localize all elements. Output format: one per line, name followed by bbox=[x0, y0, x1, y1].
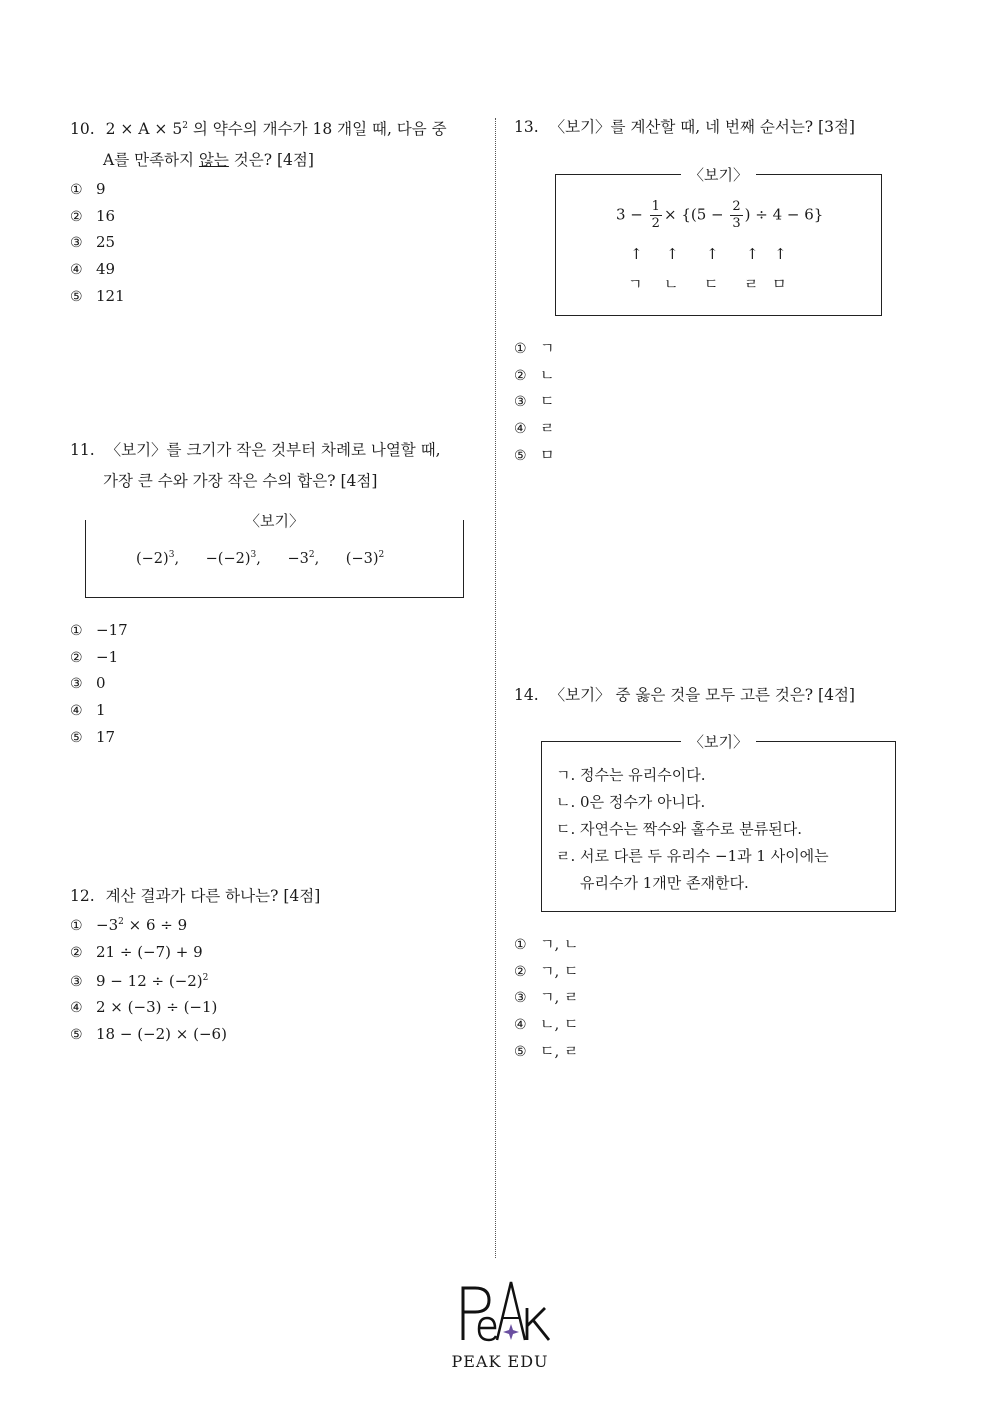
q10-expr: $2 \times A \times 5^2$ 의 약수의 개수가 18 개일 때, 다음 중 bbox=[105, 120, 447, 138]
choice-2[interactable]: ② −1 bbox=[70, 647, 119, 666]
choice-2[interactable]: ② 16 bbox=[70, 206, 116, 225]
choice-4[interactable]: ④ ㄴ, ㄷ bbox=[514, 1015, 579, 1034]
question-11 bbox=[70, 435, 480, 497]
choice-4[interactable]: ④ ㄹ bbox=[514, 419, 555, 438]
choice-1[interactable]: ① ㄱ, ㄴ bbox=[514, 935, 579, 953]
column-divider bbox=[495, 118, 496, 1258]
question-13 bbox=[514, 112, 914, 143]
choice-3[interactable]: ③ ㄷ bbox=[514, 392, 555, 411]
question-10-title bbox=[70, 114, 470, 145]
q14-example-box bbox=[541, 733, 896, 912]
q11-choices bbox=[70, 617, 128, 750]
choice-1[interactable]: ① ㄱ bbox=[514, 339, 555, 357]
peak-logo-mark bbox=[445, 1278, 555, 1344]
fraction-2-3: $\frac{2}{3}$ bbox=[732, 199, 741, 231]
choice-2[interactable]: ② ㄴ bbox=[514, 365, 555, 384]
choice-3[interactable]: ③ ㄱ, ㄹ bbox=[514, 988, 579, 1007]
question-12-title: 12. 계산 결과가 다른 하나는? [4점] bbox=[70, 887, 321, 905]
choice-2[interactable]: ② 21 ÷ (−7) + 9 bbox=[70, 942, 203, 961]
choice-3[interactable]: ③ $9 - 12 \div (-2)^2$ bbox=[70, 972, 209, 991]
box-label: 〈보기〉 bbox=[681, 164, 756, 185]
statement-3: ㄷ. 자연수는 짝수와 홀수로 분류된다. bbox=[556, 820, 802, 838]
peak-edu-logo bbox=[430, 1278, 570, 1371]
choice-5[interactable]: ⑤ ㄷ, ㄹ bbox=[514, 1041, 579, 1060]
marker-5: ㅁ bbox=[772, 275, 787, 293]
choice-5[interactable]: ⑤ 17 bbox=[70, 727, 116, 746]
marker-4: ㄹ bbox=[744, 275, 759, 293]
choice-5[interactable]: ⑤ ㅁ bbox=[514, 445, 555, 464]
question-12 bbox=[70, 881, 480, 1048]
marker-1: ㄱ bbox=[628, 275, 643, 293]
question-10 bbox=[70, 114, 470, 309]
q14-choices bbox=[514, 931, 579, 1064]
statement-2: ㄴ. 0은 정수가 아니다. bbox=[556, 793, 706, 811]
q11-expression: $(-2)^3$, $-(-2)^3$, $-3^2$, $(-3)^2$ bbox=[136, 550, 385, 567]
box-label: 〈보기〉 bbox=[681, 731, 756, 752]
statement-1: ㄱ. 정수는 유리수이다. bbox=[556, 766, 706, 784]
q10-choices bbox=[70, 176, 470, 309]
statement-4: ㄹ. 서로 다른 두 유리수 −1과 1 사이에는 bbox=[556, 847, 829, 865]
question-13-title: 13. 〈보기〉를 계산할 때, 네 번째 순서는? [3점] bbox=[514, 118, 855, 136]
choice-4[interactable]: ④ 1 bbox=[70, 701, 106, 720]
choice-3[interactable]: ③ 25 bbox=[70, 233, 116, 252]
q13-step-markers: ↑ ↑ ↑ ↑ ↑ ㄱ ㄴ ㄷ ㄹ ㅁ bbox=[628, 245, 787, 293]
q14-statements bbox=[556, 762, 829, 897]
choice-4[interactable]: ④ 2 × (−3) ÷ (−1) bbox=[70, 998, 218, 1017]
choice-5[interactable]: ⑤ 121 bbox=[70, 286, 125, 305]
choice-5[interactable]: ⑤ 18 − (−2) × (−6) bbox=[70, 1025, 227, 1044]
box-label: 〈보기〉 bbox=[237, 510, 312, 531]
question-number: 10. bbox=[70, 120, 95, 138]
marker-2: ㄴ bbox=[664, 275, 679, 293]
fraction-1-2: $\frac{1}{2}$ bbox=[651, 199, 660, 231]
question-11-title: 11. 〈보기〉를 크기가 작은 것부터 차례로 나열할 때, bbox=[70, 441, 441, 459]
statement-4-cont: 유리수가 1개만 존재한다. bbox=[580, 874, 749, 892]
underline-word: 않는 bbox=[198, 151, 229, 169]
question-14-title: 14. 〈보기〉 중 옳은 것을 모두 고른 것은? [4점] bbox=[514, 686, 855, 704]
choice-3[interactable]: ③ 0 bbox=[70, 674, 106, 693]
q13-choices bbox=[514, 335, 555, 468]
choice-2[interactable]: ② ㄱ, ㄷ bbox=[514, 961, 579, 980]
q13-example-box bbox=[555, 166, 882, 316]
choice-1[interactable]: ① $-3^2 \times 6 \div 9$ bbox=[70, 916, 188, 934]
choice-1[interactable]: ① −17 bbox=[70, 621, 128, 639]
choice-1[interactable]: ① 9 bbox=[70, 180, 106, 198]
question-10-title-line2: A를 만족하지 않는 것은? [4점] bbox=[103, 151, 314, 169]
q12-choices bbox=[70, 912, 480, 1048]
marker-3: ㄷ bbox=[704, 275, 719, 293]
logo-text: PEAK EDU bbox=[451, 1352, 549, 1371]
choice-4[interactable]: ④ 49 bbox=[70, 260, 116, 279]
question-11-title-line2: 가장 큰 수와 가장 작은 수의 합은? [4점] bbox=[103, 472, 378, 490]
q13-expression: 3 − $\frac{1}{2}$ × {(5 − $\frac{2}{3}$ ) ÷ 4 − 6} bbox=[616, 199, 824, 231]
q11-example-box bbox=[85, 512, 464, 598]
question-14 bbox=[514, 680, 934, 711]
